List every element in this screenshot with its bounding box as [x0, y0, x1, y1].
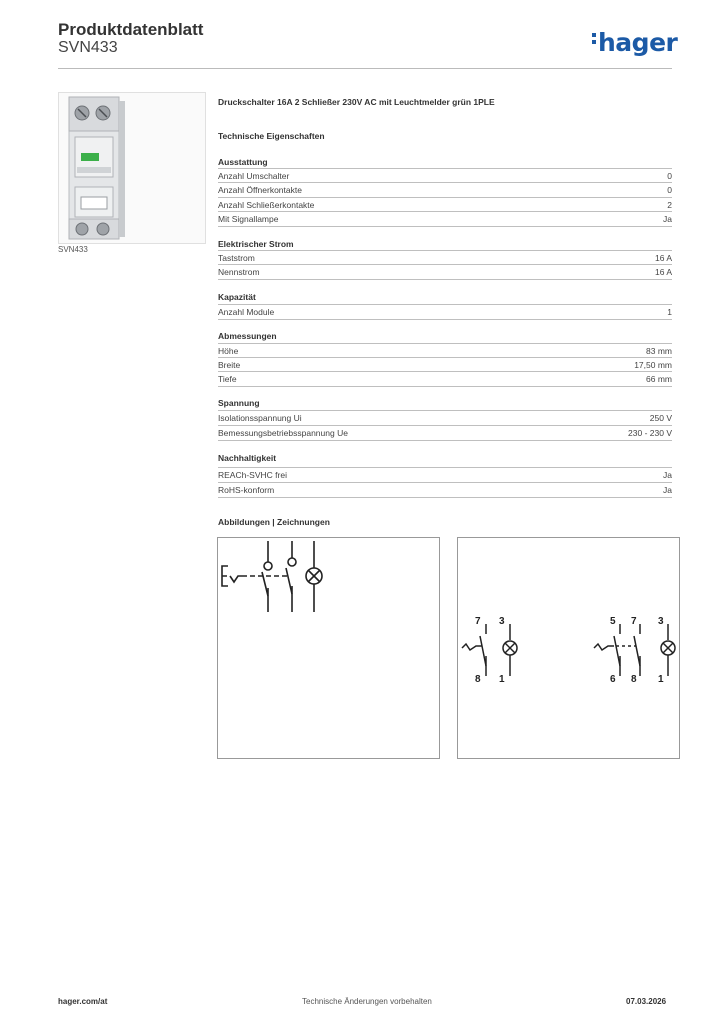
- technical-properties-heading: Technische Eigenschaften: [218, 131, 325, 141]
- property-label: RoHS-konform: [218, 485, 275, 495]
- terminal-label: 1: [658, 674, 664, 685]
- property-label: Höhe: [218, 346, 239, 356]
- property-row: [218, 304, 672, 320]
- property-value: 17,50 mm: [634, 360, 672, 370]
- section-title-nachhaltigkeit: Nachhaltigkeit: [218, 453, 277, 463]
- property-label: Nennstrom: [218, 267, 260, 277]
- footer-notice: Technische Änderungen vorbehalten: [302, 997, 432, 1006]
- schematic-symbol-figure: [217, 537, 440, 759]
- property-label: Anzahl Schließerkontakte: [218, 200, 315, 210]
- property-row: [218, 357, 672, 372]
- property-row: [218, 343, 672, 358]
- property-value: 230 - 230 V: [628, 428, 672, 438]
- logo-text: hager: [598, 28, 678, 57]
- section-title-spannung: Spannung: [218, 398, 260, 408]
- property-row: [218, 467, 672, 482]
- logo-dots-icon: [592, 33, 597, 47]
- property-value: 2: [667, 200, 672, 210]
- property-value: Ja: [663, 470, 672, 480]
- terminal-label: 8: [475, 674, 481, 685]
- property-label: REACh-SVHC frei: [218, 470, 287, 480]
- section-title-abmessungen: Abmessungen: [218, 331, 277, 341]
- figures-heading: Abbildungen | Zeichnungen: [218, 517, 330, 527]
- property-label: Breite: [218, 360, 241, 370]
- terminal-label: 6: [610, 674, 616, 685]
- property-value: 1: [667, 307, 672, 317]
- property-label: Bemessungsbetriebsspannung Ue: [218, 428, 348, 438]
- pushbutton-schematic-icon: [218, 538, 439, 758]
- property-value: 66 mm: [646, 374, 672, 384]
- terminal-label: 3: [499, 616, 505, 627]
- property-row: [218, 482, 672, 498]
- property-row: [218, 182, 672, 197]
- property-row: [218, 211, 672, 227]
- terminal-label: 3: [658, 616, 664, 627]
- footer-website-link[interactable]: hager.com/at: [58, 997, 108, 1006]
- article-number: SVN433: [58, 39, 118, 56]
- property-row: [218, 197, 672, 212]
- terminal-label: 7: [631, 616, 637, 627]
- product-description: Druckschalter 16A 2 Schließer 230V AC mit Leuchtmelder grün 1PLE: [218, 97, 495, 107]
- property-row: [218, 264, 672, 280]
- property-label: Anzahl Umschalter: [218, 171, 290, 181]
- property-label: Taststrom: [218, 253, 255, 263]
- photo-caption: SVN433: [58, 245, 88, 254]
- product-photo: [58, 92, 206, 244]
- footer-date: 07.03.2026: [626, 997, 667, 1006]
- hager-logo: [592, 28, 677, 57]
- terminal-label: 8: [631, 674, 637, 685]
- section-title-ausstattung: Ausstattung: [218, 157, 268, 167]
- header-divider: [58, 68, 672, 69]
- property-row: [218, 168, 672, 183]
- property-value: 83 mm: [646, 346, 672, 356]
- property-row: [218, 410, 672, 425]
- property-value: Ja: [663, 485, 672, 495]
- property-label: Tiefe: [218, 374, 237, 384]
- property-label: Mit Signallampe: [218, 214, 279, 224]
- property-value: 16 A: [654, 253, 672, 263]
- property-value: 0: [667, 185, 672, 195]
- document-title: Produktdatenblatt: [58, 20, 204, 39]
- property-label: Anzahl Öffnerkontakte: [218, 185, 302, 195]
- property-row: [218, 371, 672, 387]
- wiring-diagram-figure: [457, 537, 680, 759]
- property-label: Isolationsspannung Ui: [218, 413, 302, 423]
- terminal-label: 1: [499, 674, 505, 685]
- property-row: [218, 250, 672, 265]
- modular-switch-icon: [59, 93, 205, 243]
- terminal-label: 5: [610, 616, 616, 627]
- property-row: [218, 425, 672, 441]
- section-title-elektrischer-strom: Elektrischer Strom: [218, 239, 294, 249]
- property-value: 250 V: [649, 413, 672, 423]
- section-title-kapazitaet: Kapazität: [218, 292, 256, 302]
- property-label: Anzahl Module: [218, 307, 275, 317]
- property-value: 0: [667, 171, 672, 181]
- property-value: Ja: [663, 214, 672, 224]
- property-value: 16 A: [654, 267, 672, 277]
- wiring-diagram-icon: [458, 538, 679, 758]
- terminal-label: 7: [475, 616, 481, 627]
